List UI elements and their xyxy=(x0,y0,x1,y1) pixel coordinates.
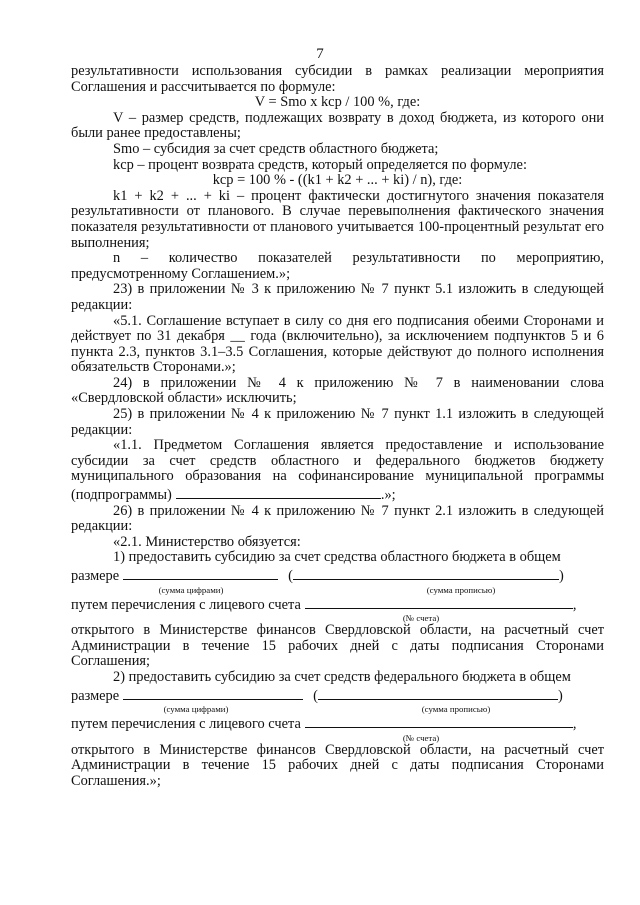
paragraph-item-23: 23) в приложении № 3 к приложению № 7 пункт 5.1 изложить в следующей редакции: xyxy=(71,281,604,313)
regional-amount-line xyxy=(71,566,604,585)
caption-sum-digits-2: (сумма цифрами) xyxy=(163,704,229,715)
regional-account-line xyxy=(71,595,604,614)
paragraph-subsidy-federal: 2) предоставить субсидию за счет средств федерального бюджета в общем xyxy=(113,668,571,685)
paren-open-2: ( xyxy=(313,687,318,704)
paragraph-federal-ministry: открытого в Министерстве финансов Свердловской области, на расчетный счет Администрации в течение 15 рабочих дней с даты подписания Сторонами Соглашения.»; xyxy=(71,741,604,789)
federal-amount-captions xyxy=(71,704,604,714)
paren-close-1: ) xyxy=(558,568,564,584)
paragraph-clause-1-1: «1.1. Предметом Соглашения является предоставление и использование субсидии за счет средств областного и федерального бюджетов бюджету муниципального образования на софинансирование муниципальной программы xyxy=(71,437,604,485)
paragraph-p1: результативности использования субсидии в рамках реализации мероприятия Соглашения и рассчитывается по формуле: xyxy=(71,63,604,95)
clause-close: .»; xyxy=(380,487,396,504)
account-label-2: путем перечисления с лицевого счета xyxy=(71,716,301,733)
subprogram-label: (подпрограммы) xyxy=(71,487,172,504)
paragraph-item-25: 25) в приложении № 4 к приложению № 7 пункт 1.1 изложить в следующей редакции: xyxy=(71,406,604,438)
regional-amount-captions xyxy=(71,585,604,595)
amount-label-1: размере xyxy=(71,568,120,584)
federal-amount-line xyxy=(71,686,604,705)
paragraph-p6: n – количество показателей результативности по мероприятию, предусмотренному Соглашением.»; xyxy=(71,250,604,282)
document-body xyxy=(71,64,604,790)
paren-open-1: ( xyxy=(288,568,293,584)
paragraph-item-24: 24) в приложении № 4 к приложению № 7 в наименовании слова «Свердловской области» исключить; xyxy=(71,374,604,407)
comma-1: , xyxy=(572,596,577,613)
caption-sum-words-1: (сумма прописью) xyxy=(426,584,496,595)
caption-account-2: (№ счета) xyxy=(402,732,440,743)
amount-digits-blank-1 xyxy=(123,566,278,580)
paren-close-2: ) xyxy=(557,687,563,704)
page-number: 7 xyxy=(316,46,324,62)
amount-digits-blank-2 xyxy=(123,686,303,700)
federal-account-line xyxy=(71,714,604,733)
paragraph-p3: Smo – субсидия за счет средств областного бюджета; xyxy=(113,140,439,157)
paragraph-regional-ministry: открытого в Министерстве финансов Свердловской области, на расчетный счет Администрации в течение 15 рабочих дней с даты подписания Сторонами Соглашения; xyxy=(71,622,604,670)
account-blank-1 xyxy=(305,595,573,609)
paragraph-subsidy-regional: 1) предоставить субсидию за счет средства областного бюджета в общем xyxy=(113,549,561,566)
paragraph-p5: k1 + k2 + ... + ki – процент фактически достигнутого значения показателя результативности от планового. В случае перевыполнения фактического значения показателя результативности от планового учитывается 100-процентный результат его выполнения; xyxy=(71,187,604,251)
amount-words-blank-2 xyxy=(318,686,558,700)
caption-account-1: (№ счета) xyxy=(402,613,440,624)
program-name-blank xyxy=(176,485,381,499)
caption-sum-digits-1: (сумма цифрами) xyxy=(158,584,224,595)
account-blank-2 xyxy=(305,714,573,728)
paragraph-clause-2-1: «2.1. Министерство обязуется: xyxy=(113,533,301,550)
program-blank-line xyxy=(71,485,604,504)
paragraph-p4: kcp – процент возврата средств, который определяется по формуле: xyxy=(113,156,527,173)
formula-kcp: kcp = 100 % - ((k1 + k2 + ... + ki) / n), где: xyxy=(212,172,463,189)
caption-sum-words-2: (сумма прописью) xyxy=(421,704,491,715)
amount-label-2: размере xyxy=(71,687,120,704)
formula-v: V = Smo x kcp / 100 %, где: xyxy=(254,94,421,111)
account-label-1: путем перечисления с лицевого счета xyxy=(71,596,301,613)
paragraph-clause-5-1: «5.1. Соглашение вступает в силу со дня его подписания обеими Сторонами и действует по 31 декабря __ года (включительно), за исключением подпунктов 5 и 6 пункта 2.3, пунктов 3.1–3.5 Соглашения, которые действуют до полного исполнения обязательств Сторонами.»; xyxy=(71,312,604,376)
amount-words-blank-1 xyxy=(293,566,559,580)
paragraph-item-26: 26) в приложении № 4 к приложению № 7 пункт 2.1 изложить в следующей редакции: xyxy=(71,502,604,535)
paragraph-p2: V – размер средств, подлежащих возврату в доход бюджета, из которого они были ранее предоставлены; xyxy=(71,109,604,142)
comma-2: , xyxy=(572,716,577,733)
